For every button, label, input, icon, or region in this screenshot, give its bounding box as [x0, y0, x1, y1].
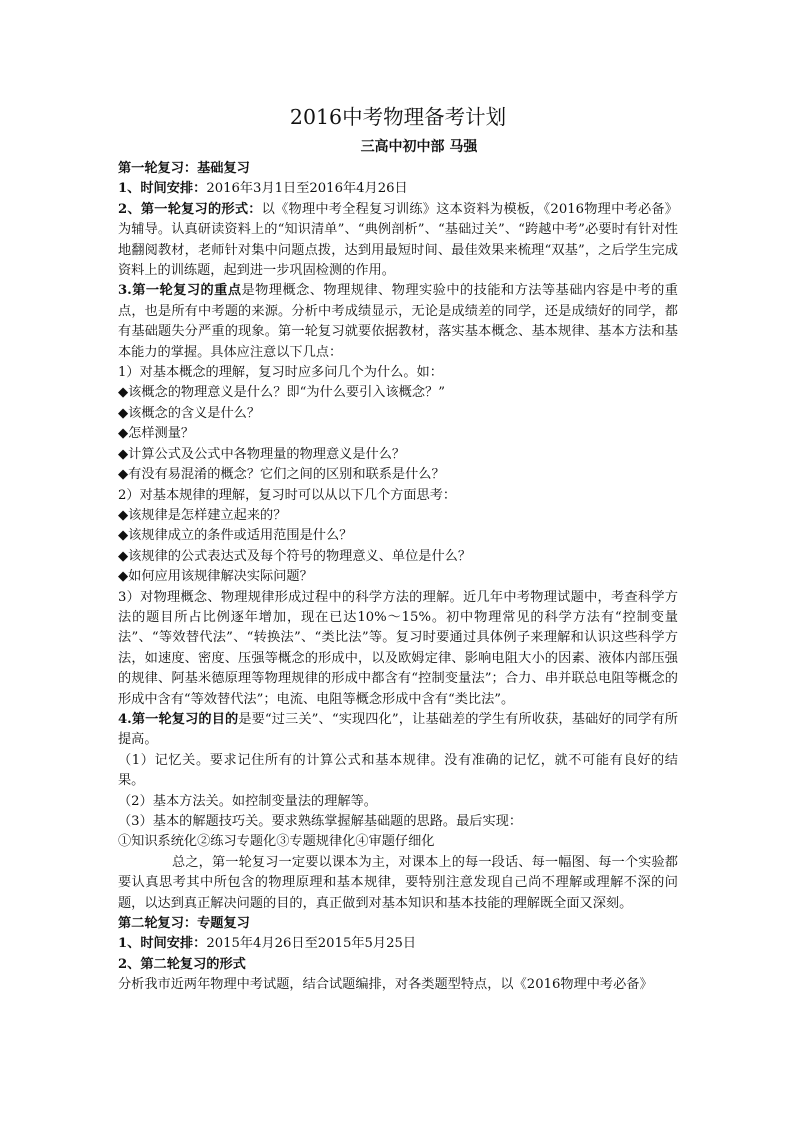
- round2-time-label: 1、时间安排：: [118, 936, 207, 952]
- round1-focus-label: 3.第一轮复习的重点: [118, 283, 242, 299]
- goal-item: （2）基本方法关。如控制变量法的理解等。: [118, 793, 377, 809]
- concept-bullet: ◆计算公式及公式中各物理量的物理意义是什么？: [118, 446, 406, 462]
- round1-time-label: 1、时间安排：: [118, 181, 207, 197]
- document-title: 2016中考物理备考计划: [289, 105, 507, 129]
- concept-bullet: ◆该概念的物理意义是什么？即“为什么要引入该概念？”: [118, 385, 445, 401]
- round1-form: [118, 200, 678, 282]
- round1-form-text: 以《物理中考全程复习训练》这本资料为模板，《2016物理中考必备》为辅导。认真研读资料上的“知识清单”、“典例剖析”、“基础过关”、“跨越中考”必要时有针对性地翻阅教材，老师针对集中问题点拨，达到用最短时间、最佳效果来梳理“双基”，之后学生完成资料上的训练题，起到进一步巩固检测的作用。: [118, 201, 678, 279]
- round2-form-heading: 2、第二轮复习的形式: [118, 956, 246, 972]
- round1-form-label: 2、第一轮复习的形式：: [118, 201, 262, 217]
- round2-time: [118, 934, 678, 954]
- round1-focus: [118, 281, 678, 363]
- law-bullet: ◆该规律成立的条件或适用范围是什么？: [118, 528, 353, 544]
- round1-heading: 第一轮复习：基础复习: [118, 161, 250, 176]
- round1-goal-text: 是要“过三关”、“实现四化”，让基础差的学生有所收获，基础好的同学有所提高。: [118, 711, 678, 748]
- summary-paragraph: 总之，第一轮复习一定要以课本为主，对课本上的每一段话、每一幅图、每一个实验都要认真思考其中所包含的物理原理和基本规律，要特别注意发现自己尚不理解或理解不深的问题，以达到真正解决问题的目的，真正做到对基本知识和基本技能的理解既全面又深刻。: [118, 854, 678, 911]
- concept-bullet: ◆该概念的含义是什么？: [118, 405, 261, 421]
- round2-form-text: 分析我市近两年物理中考试题，结合试题编排，对各类题型特点，以《2016物理中考必备》: [118, 977, 653, 993]
- goal-item: （1）记忆关。要求记住所有的计算公式和基本规律。没有准确的记忆，就不可能有良好的结果。: [118, 752, 678, 789]
- method-paragraph: 3）对物理概念、物理规律形成过程中的科学方法的理解。近几年中考物理试题中，考查科学方法的题目所占比例逐年增加，现在已达10%～15%。初中物理常见的科学方法有“控制变量法”、“等效替代法”、“转换法”、“类比法”等。复习时要通过具体例子来理解和认识这些科学方法，如速度、密度、压强等概念的形成中，以及欧姆定律、影响电阻大小的因素、液体内部压强的规律、阿基米德原理等物理规律的形成中都含有“控制变量法”；合力、串并联总电阻等概念的形成中含有“等效替代法”；电流、电阻等概念形成中含有“类比法”。: [118, 589, 678, 707]
- law-intro: 2）对基本规律的理解，复习时可以从以下几个方面思考：: [118, 487, 457, 503]
- round2-time-text: 2015年4月26日至2015年5月25日: [206, 936, 417, 952]
- law-bullet: ◆如何应用该规律解决实际问题？: [118, 569, 313, 585]
- concept-bullet: ◆怎样测量？: [118, 426, 195, 442]
- round1-time: [118, 179, 678, 199]
- document-page: [118, 103, 678, 996]
- round1-goal-label: 4.第一轮复习的目的: [118, 711, 239, 727]
- law-bullet: ◆该规律的公式表达式及每个符号的物理意义、单位是什么？: [118, 548, 472, 564]
- document-author: 三高中初中部 马强: [360, 139, 478, 155]
- four-ways: ①知识系统化②练习专题化③专题规律化④审题仔细化: [118, 834, 435, 850]
- round1-time-text: 2016年3月1日至2016年4月26日: [206, 181, 408, 197]
- round1-focus-text: 是物理概念、物理规律、物理实验中的技能和方法等基础内容是中考的重点，也是所有中考题的来源。分析中考成绩显示，无论是成绩差的同学，还是成绩好的同学，都有基础题失分严重的现象。第一轮复习就要依据教材，落实基本概念、基本规律、基本方法和基本能力的掌握。具体应注意以下几点：: [118, 283, 678, 360]
- round1-goal: [118, 710, 678, 751]
- concept-intro: 1）对基本概念的理解，复习时应多问几个为什么。如：: [118, 365, 443, 381]
- goal-item: （3）基本的解题技巧关。要求熟练掌握解基础题的思路。最后实现：: [118, 814, 523, 829]
- round2-heading: 第二轮复习：专题复习: [118, 916, 250, 932]
- concept-bullet: ◆有没有易混淆的概念？它们之间的区别和联系是什么？: [118, 467, 445, 483]
- law-bullet: ◆该规律是怎样建立起来的？: [118, 507, 287, 523]
